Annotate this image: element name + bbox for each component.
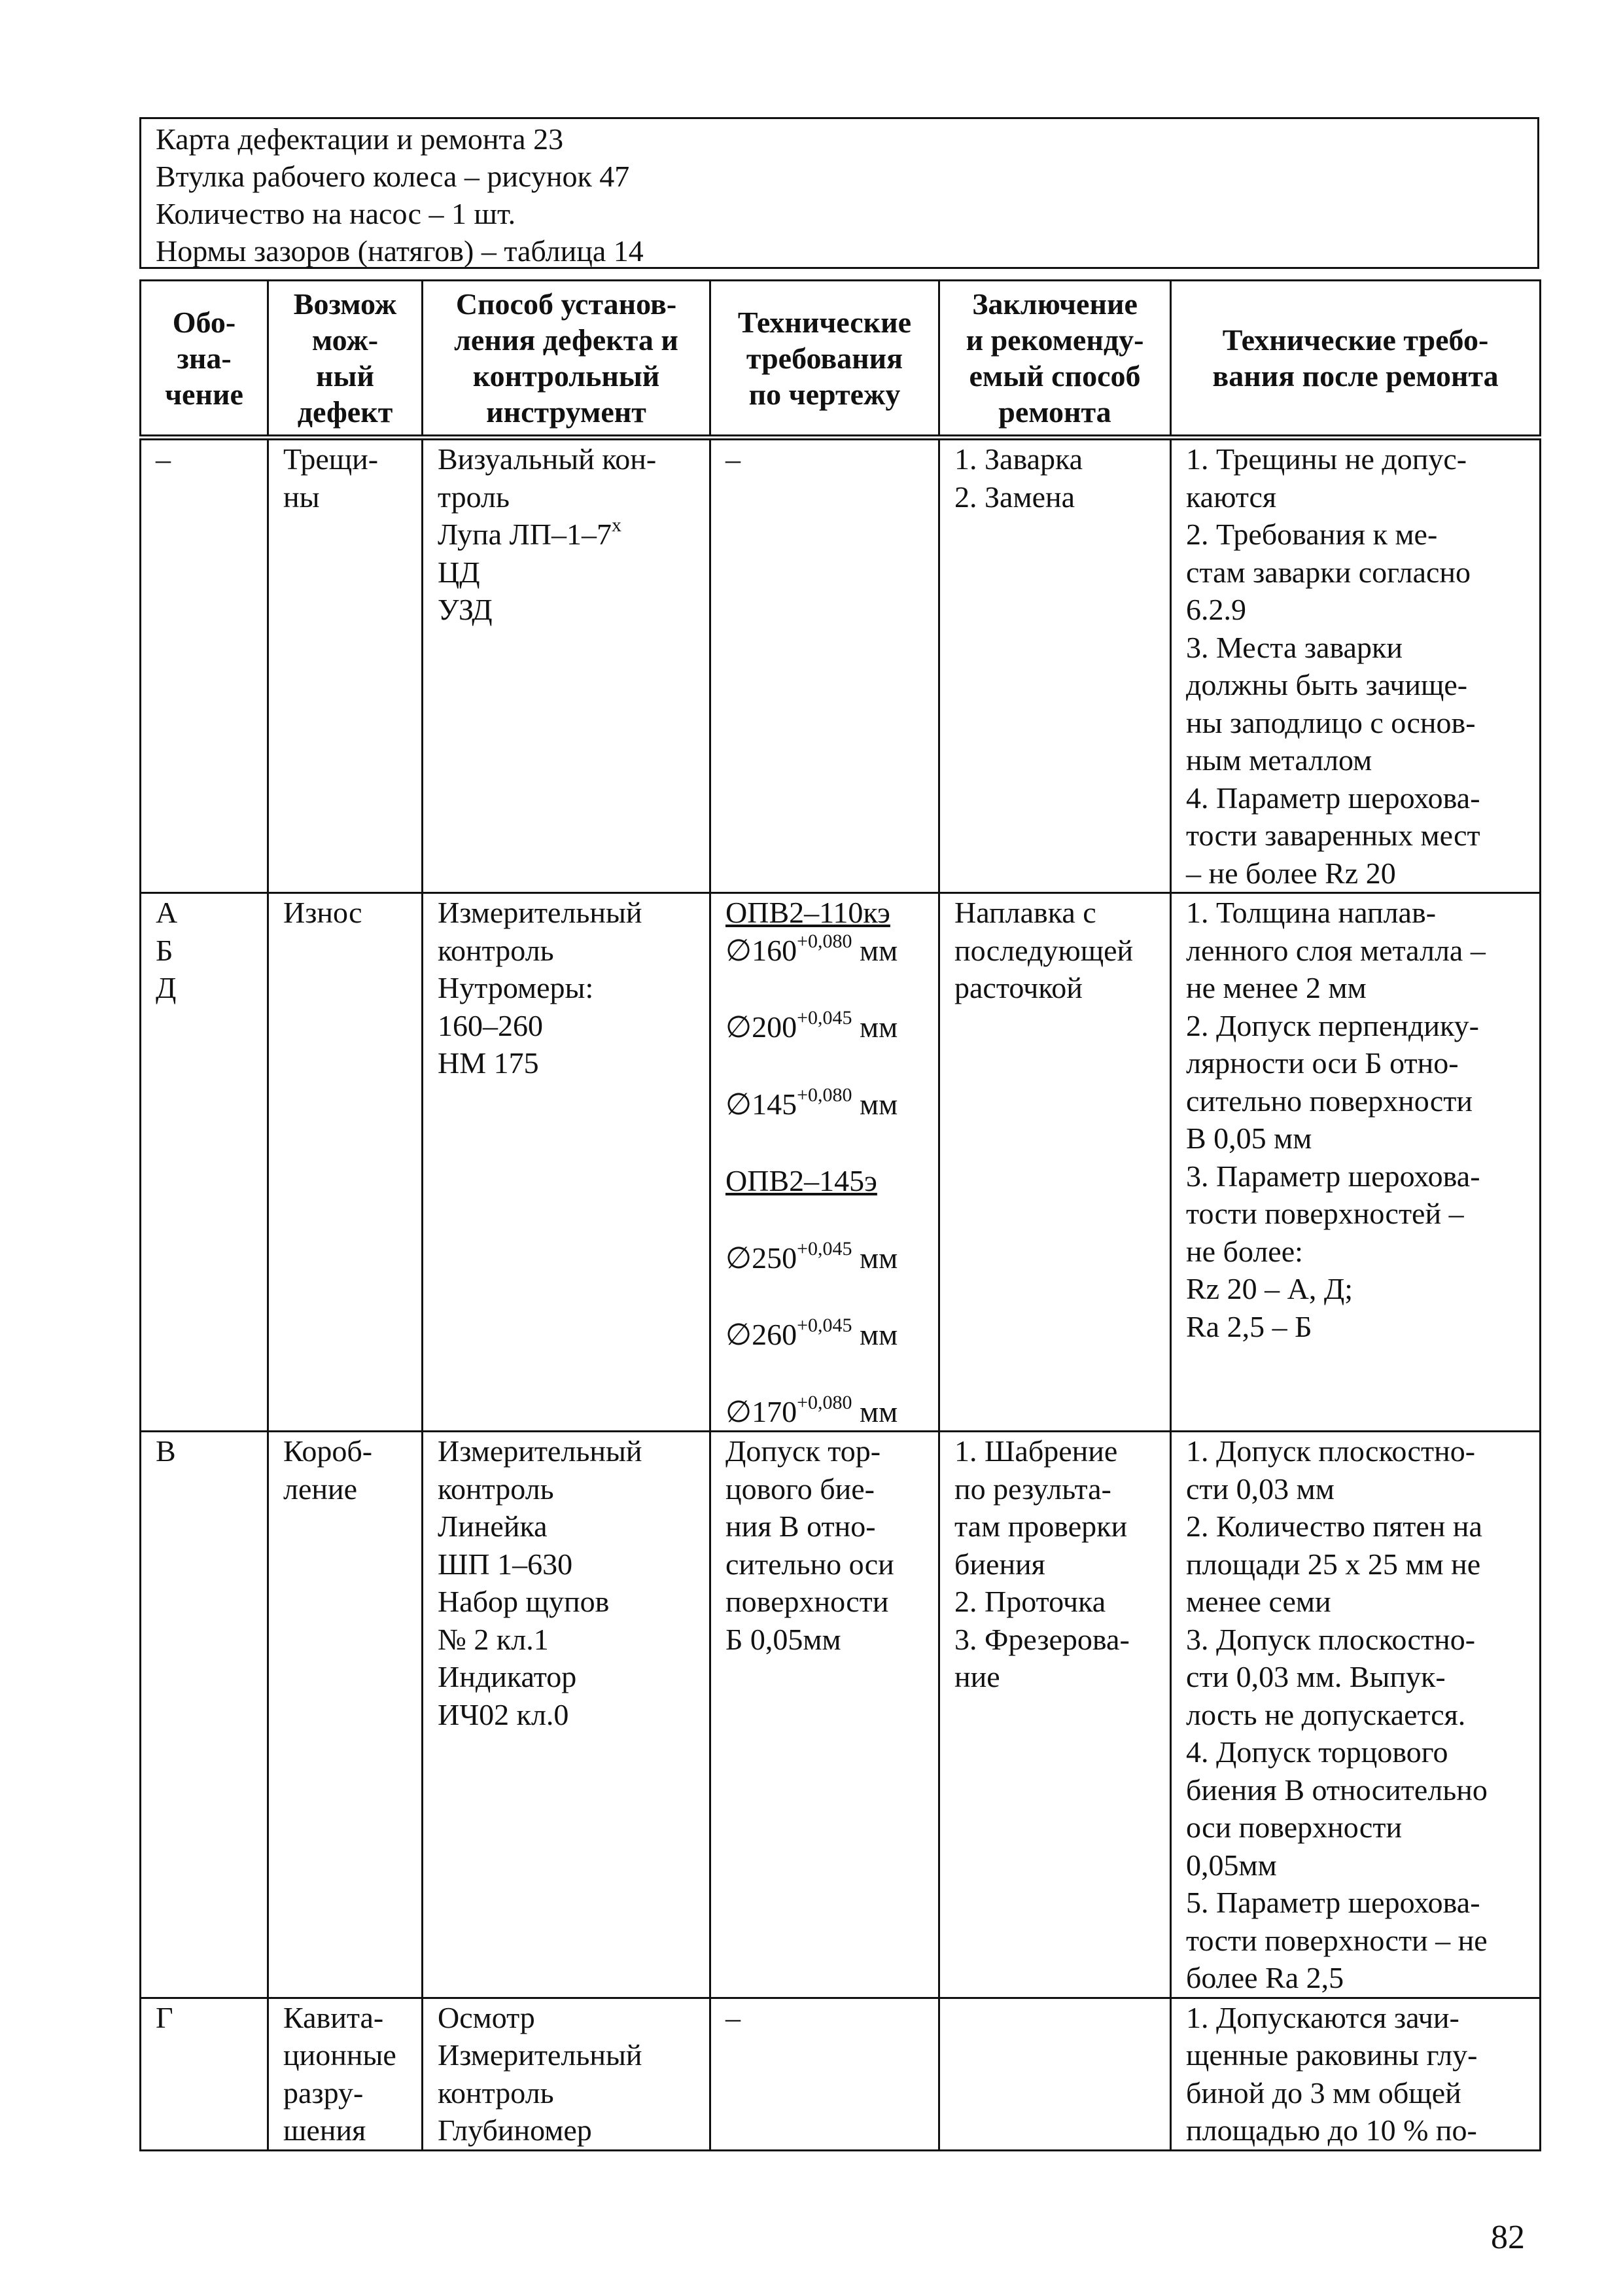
quantity: Количество на насос – 1 шт. [156, 197, 516, 230]
cell-repair: 1. Заварка 2. Замена [939, 438, 1171, 893]
cell-method: Осмотр Измерительный контроль Глубиномер [423, 1998, 710, 2150]
cell-repair [939, 1998, 1171, 2150]
col-header-defect: Возмож мож- ный дефект [268, 281, 423, 438]
cell-method: Измерительный контроль Нутромеры: 160–260 НМ 175 [423, 893, 710, 1432]
diameter-item: $\emptyset 260^{+0,045}$ мм [725, 1315, 898, 1351]
cell-defect: Износ [268, 893, 423, 1432]
cell-repair: Наплавка с последующей расточкой [939, 893, 1171, 1432]
cell-spec: – [710, 1998, 939, 2150]
cell-after-repair: 1. Трещины не допус- каются 2. Требования к ме- стам заварки согласно 6.2.9 3. Места заварки должны быть зачище- ны заподлицо с основ- ным металлом 4. Параметр шерохова- тости заваренных мест – не более Rz 20 [1171, 438, 1541, 893]
cell-designation: А Б Д [141, 893, 268, 1432]
clearance-norms: Нормы зазоров (натягов) – таблица 14 [156, 234, 644, 268]
table-row [141, 893, 1541, 1432]
table-header-row [141, 281, 1541, 438]
cell-after-repair: 1. Допуск плоскостно- сти 0,03 мм 2. Количество пятен на площади 25 х 25 мм не менее семи 3. Допуск плоскостно- сти 0,03 мм. Выпук- лость не допускается. 4. Допуск торцового биения В относительно оси поверхности 0,05мм 5. Параметр шерохова- тости поверхности – не более Ra 2,5 [1171, 1432, 1541, 1998]
cell-defect: Короб- ление [268, 1432, 423, 1998]
page-number: 82 [1491, 2219, 1525, 2256]
table-row [141, 438, 1541, 893]
col-header-spec: Технические требования по чертежу [710, 281, 939, 438]
cell-defect: Трещи- ны [268, 438, 423, 893]
cell-method: Визуальный кон- троль Лупа $ЛП-1-7^х$ ЦД УЗД [423, 438, 710, 893]
cell-defect: Кавита- ционные разру- шения [268, 1998, 423, 2150]
table-row [141, 1998, 1541, 2150]
cell-method: Измерительный контроль Линейка ШП 1–630 Набор щупов № 2 кл.1 Индикатор ИЧ02 кл.0 [423, 1432, 710, 1998]
diameter-item: $\emptyset 160^{+0,080}$ мм [725, 930, 898, 967]
diameter-item: $\emptyset 200^{+0,045}$ мм [725, 1007, 898, 1044]
spec-group-title: ОПВ2–110кэ [725, 896, 890, 929]
col-header-repair: Заключение и рекоменду- емый способ ремонта [939, 281, 1171, 438]
part-name: Втулка рабочего колеса – рисунок 47 [156, 160, 630, 193]
cell-after-repair: 1. Допускаются зачи- щенные раковины глу- биной до 3 мм общей площадью до 10 % по- [1171, 1998, 1541, 2150]
col-header-designation: Обо- зна- чение [141, 281, 268, 438]
spec-group-title: ОПВ2–145э [725, 1164, 877, 1197]
table-row [141, 1432, 1541, 1998]
defect-table [139, 279, 1541, 2151]
card-info-box [139, 117, 1539, 269]
cell-spec: Допуск тор- цового бие- ния В отно- сительно оси поверхности Б 0,05мм [710, 1432, 939, 1998]
col-header-after-repair: Технические требо- вания после ремонта [1171, 281, 1541, 438]
card-title: Карта дефектации и ремонта 23 [156, 122, 564, 156]
col-header-method: Способ установ- ления дефекта и контрольный инструмент [423, 281, 710, 438]
diameter-item: $\emptyset 170^{+0,080}$ мм [725, 1391, 898, 1428]
cell-designation: Г [141, 1998, 268, 2150]
cell-after-repair: 1. Толщина наплав- ленного слоя металла – не менее 2 мм 2. Допуск перпендику- лярности оси Б отно- сительно поверхности В 0,05 мм 3. Параметр шерохова- тости поверхностей – не более: Rz 20 – А, Д; Ra 2,5 – Б [1171, 893, 1541, 1432]
cell-repair: 1. Шабрение по результа- там проверки биения 2. Проточка 3. Фрезерова- ние [939, 1432, 1171, 1998]
cell-designation: В [141, 1432, 268, 1998]
diameter-item: $\emptyset 250^{+0,045}$ мм [725, 1237, 898, 1275]
cell-designation: – [141, 438, 268, 893]
cell-spec [710, 893, 939, 1432]
cell-spec: – [710, 438, 939, 893]
page-frame [139, 117, 1539, 2151]
diameter-item: $\emptyset 145^{+0,080}$ мм [725, 1084, 898, 1121]
